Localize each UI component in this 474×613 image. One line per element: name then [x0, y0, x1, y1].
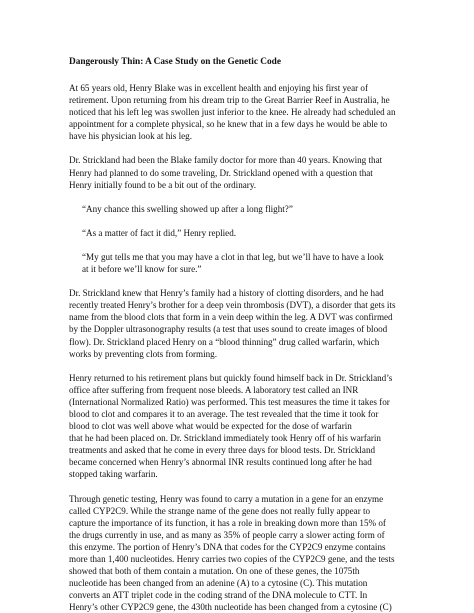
document-title: Dangerously Thin: A Case Study on the Genetic Code	[69, 57, 281, 67]
quote-henry-reply: “As a matter of fact it did,” Henry replied.	[82, 227, 237, 238]
paragraph-doctor: Dr. Strickland had been the Blake family doctor for more than 40 years. Knowing that Henry had planned to do some traveling, Dr. Strickland opened with a question that Henry initially found to be a bit out of the ordinary.	[69, 155, 383, 190]
paragraph-intro: At 65 years old, Henry Blake was in excellent health and enjoying his first year of retirement. Upon returning from his dream trip to the Great Barrier Reef in Australia, he noticed that his left leg was swollen just inferior to the knee. He already had scheduled an appointment for a complete physical, so he knew that in a few days he would be able to have his physician look at his leg.	[69, 83, 396, 142]
quote-clot-suspicion: “My gut tells me that you may have a clot in that leg, but we’ll have to have a look at it before we’ll know for sure.”	[82, 251, 384, 275]
paragraph-genetic-testing: Through genetic testing, Henry was found to carry a mutation in a gene for an enzyme called CYP2C9. While the strange name of the gene does not really fully appear to capture the importance of its function, it has a role in breaking down more than 15% of the drugs currently in use, and as many as 35% of people carry a slower acting form of this enzyme. The portion of Henry’s DNA that codes for the CYP2C9 enzyme contains more than 1,400 nucleotides. Henry carries two copies of the CYP2C9 gene, and the tests showed that both of them contain a mutation. On one of these genes, the 1075th nucleotide has been changed from an adenine (A) to a cytosine (C). This mutation converts an ATT triplet code in the coding strand of the DNA molecule to CTT. In Henry’s other CYP2C9 gene, the 430th nucleotide has been changed from a cytosine (C)	[69, 493, 395, 613]
quote-swelling-question: “Any chance this swelling showed up after a long flight?”	[82, 203, 293, 214]
paragraph-inr-test: Henry returned to his retirement plans but quickly found himself back in Dr. Strickland’s office after suffering from frequent nose bleeds. A laboratory test called an INR (International Normalized Ratio) was performed. This test measures the time it takes for blood to clot and compares it to an average. The test revealed that the time it took for blood to clot was well above what would be expected for the dose of warfarin that he had been placed on. Dr. Strickland immediately took Henry off of his warfarin treatments and asked that he come in every three days for blood tests. Dr. Strickland became concerned when Henry’s abnormal INR results continued long after he had stopped taking warfarin.	[69, 372, 393, 480]
document-body	[69, 56, 421, 613]
paragraph-dvt-diagnosis: Dr. Strickland knew that Henry’s family had a history of clotting disorders, and he had recently treated Henry’s brother for a deep vein thrombosis (DVT), a disorder that gets its name from the blood clots that form in a vein deep within the leg. A DVT was confirmed by the Doppler ultrasonography results (a test that uses sound to create images of blood flow). Dr. Strickland placed Henry on a “blood thinning” drug called warfarin, which works by preventing clots from forming.	[69, 288, 396, 359]
